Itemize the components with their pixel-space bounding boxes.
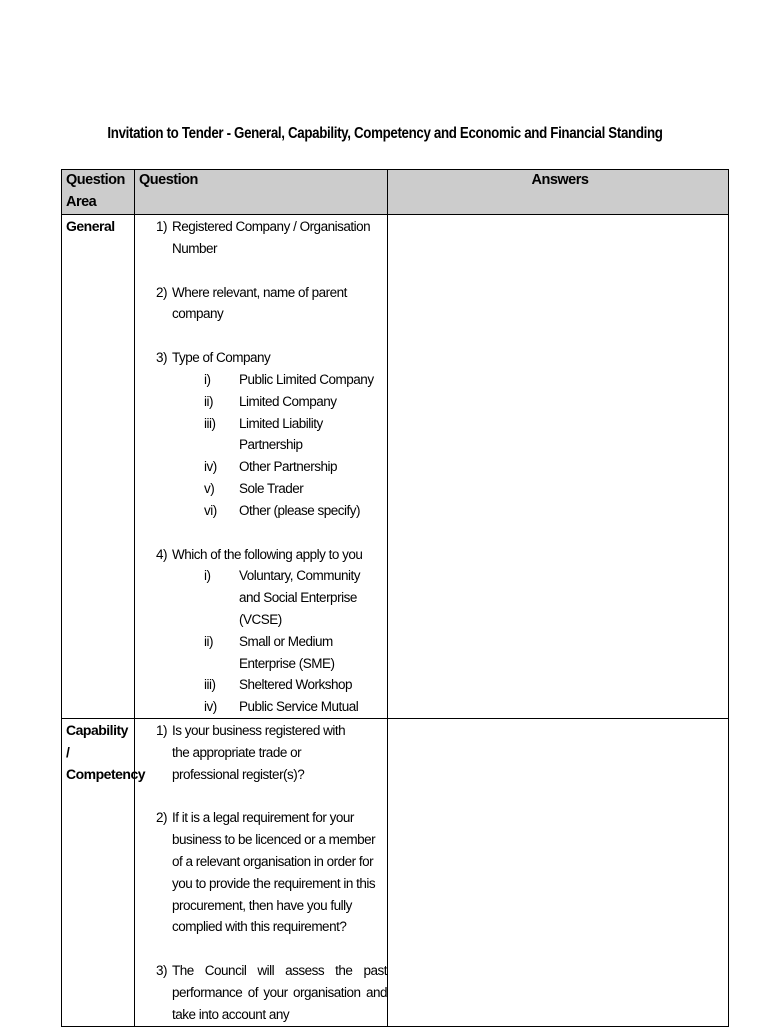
question-item: [135, 216, 387, 260]
option-item: [204, 674, 387, 696]
tender-questions-table: [61, 169, 729, 1027]
option-number: iii): [204, 415, 216, 431]
question-area-capability: Capability / Competency: [62, 718, 135, 1026]
option-text: Small or Medium Enterprise (SME): [239, 633, 335, 671]
question-text: Type of Company: [172, 350, 271, 366]
question-item: [135, 282, 387, 326]
question-number: 2): [155, 284, 167, 300]
option-item: [204, 631, 387, 675]
question-number: 3): [155, 963, 167, 979]
question-text: Registered Company / Organisation Number: [172, 219, 371, 256]
table-header-row: [62, 170, 729, 215]
question-text: Is your business registered with the appropriate trade or professional register(s)?: [172, 722, 346, 782]
question-text: The Council will assess the past performance of your organisation and take into account any: [172, 963, 387, 1022]
question-number: 3): [155, 350, 167, 366]
option-text: Sole Trader: [239, 480, 304, 496]
question-area-header: Question Area: [62, 170, 135, 215]
option-number: v): [204, 480, 215, 496]
question-number: 4): [155, 546, 167, 562]
question-text: Which of the following apply to you: [172, 546, 363, 562]
option-text: Voluntary, Community and Social Enterprise (VCSE): [239, 568, 361, 627]
option-text: Limited Company: [239, 393, 337, 409]
question-number: 1): [155, 219, 167, 234]
questions-general: [135, 215, 388, 719]
answer-cell-general[interactable]: [388, 215, 729, 719]
option-item: [204, 478, 387, 500]
option-item: [204, 500, 387, 522]
table-row-capability: [62, 718, 729, 1026]
question-item: [135, 544, 387, 718]
question-area-general: General: [62, 215, 135, 719]
option-item: [204, 391, 387, 413]
option-item: [204, 413, 387, 457]
answers-header: Answers: [388, 170, 729, 215]
question-number: 2): [155, 810, 167, 826]
question-item: [135, 720, 387, 785]
option-item: [204, 456, 387, 478]
option-number: iv): [204, 459, 217, 475]
answer-cell-capability[interactable]: [388, 718, 729, 1026]
questions-capability: [135, 718, 388, 1026]
option-number: i): [204, 371, 211, 387]
question-item: [135, 960, 387, 1025]
question-text: If it is a legal requirement for your business to be licenced or a member of a relevant organisation in order for you to provide the requirement in this procurement, then have you fully complied with this requirement?: [172, 810, 376, 935]
option-number: iv): [204, 699, 217, 715]
option-text: Public Limited Company: [239, 371, 374, 387]
option-number: ii): [204, 633, 213, 649]
question-item: [135, 347, 387, 521]
option-item: [204, 369, 387, 391]
document-title: Invitation to Tender - General, Capability, Competency and Economic and Financial Standing: [107, 125, 663, 142]
option-number: i): [204, 568, 211, 584]
question-header: Question: [135, 170, 388, 215]
option-text: Other (please specify): [239, 502, 361, 518]
option-number: ii): [204, 393, 213, 409]
table-row-general: [62, 215, 729, 719]
option-item: [204, 565, 387, 630]
question-text: Where relevant, name of parent company: [172, 284, 347, 322]
option-text: Public Service Mutual: [239, 699, 359, 715]
option-text: Sheltered Workshop: [239, 677, 353, 693]
option-number: vi): [204, 502, 217, 518]
option-item: [204, 696, 387, 718]
question-number: 1): [155, 722, 167, 738]
question-item: [135, 807, 387, 938]
option-number: iii): [204, 677, 216, 693]
option-text: Limited Liability Partnership: [239, 415, 323, 453]
option-text: Other Partnership: [239, 459, 338, 475]
